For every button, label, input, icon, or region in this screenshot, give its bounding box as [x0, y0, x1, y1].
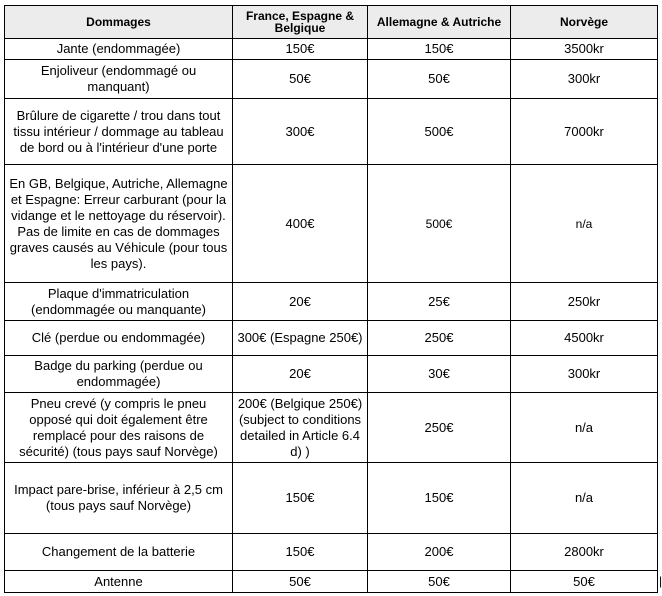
fee-cell: 20€ [233, 283, 368, 321]
damage-cell: Antenne [5, 571, 233, 593]
fee-cell: 30€ [368, 356, 511, 393]
table-row [5, 534, 658, 571]
fee-cell: 150€ [368, 463, 511, 534]
fee-cell: 25€ [368, 283, 511, 321]
fee-cell: 3500kr [511, 39, 658, 60]
table-row [5, 393, 658, 463]
fee-cell: 150€ [233, 39, 368, 60]
damage-cell: Plaque d'immatriculation (endommagée ou manquante) [5, 283, 233, 321]
damage-cell: Impact pare-brise, inférieur à 2,5 cm (tous pays sauf Norvège) [5, 463, 233, 534]
fee-cell: 50€ [233, 60, 368, 99]
fee-cell: 300kr [511, 356, 658, 393]
fee-cell: 20€ [233, 356, 368, 393]
fee-cell: 200€ (Belgique 250€) (subject to conditions detailed in Article 6.4 d) ) [233, 393, 368, 463]
fee-cell: 500€ [368, 99, 511, 165]
header-norway: Norvège [511, 6, 658, 39]
damage-cell: Changement de la batterie [5, 534, 233, 571]
fee-cell: 50€ [368, 60, 511, 99]
table-row [5, 321, 658, 356]
fee-cell: 150€ [233, 534, 368, 571]
table-row [5, 60, 658, 99]
damage-cell: Enjoliveur (endommagé ou manquant) [5, 60, 233, 99]
fee-cell: 2800kr [511, 534, 658, 571]
fee-cell: 250€ [368, 321, 511, 356]
fee-cell: 4500kr [511, 321, 658, 356]
fee-cell: 50€ [511, 571, 658, 593]
fee-cell: 200€ [368, 534, 511, 571]
damage-cell: Jante (endommagée) [5, 39, 233, 60]
table-row [5, 356, 658, 393]
table-row [5, 99, 658, 165]
fee-cell: 400€ [233, 165, 368, 283]
header-france-spain-belgium: France, Espagne & Belgique [233, 6, 368, 39]
fee-cell: 300€ (Espagne 250€) [233, 321, 368, 356]
damage-fees-table [4, 5, 658, 593]
fee-cell: 300kr [511, 60, 658, 99]
fee-cell: 250kr [511, 283, 658, 321]
damage-cell: En GB, Belgique, Autriche, Allemagne et Espagne: Erreur carburant (pour la vidange et le nettoyage du réservoir). Pas de limite en cas de dommages graves causés au Véhicule (pour tous les pays). [5, 165, 233, 283]
damage-cell: Clé (perdue ou endommagée) [5, 321, 233, 356]
damage-cell: Pneu crevé (y compris le pneu opposé qui doit également être remplacé pour des raisons de sécurité) (tous pays sauf Norvège) [5, 393, 233, 463]
fee-cell: 250€ [368, 393, 511, 463]
header-germany-austria: Allemagne & Autriche [368, 6, 511, 39]
table-row [5, 39, 658, 60]
fee-cell: 50€ [368, 571, 511, 593]
fee-cell: n/a [511, 393, 658, 463]
header-damages: Dommages [5, 6, 233, 39]
table-row [5, 571, 658, 593]
table-row [5, 463, 658, 534]
fee-cell: n/a [511, 165, 658, 283]
fee-cell: 7000kr [511, 99, 658, 165]
fee-cell: 50€ [233, 571, 368, 593]
fee-cell: n/a [511, 463, 658, 534]
fee-cell: 150€ [233, 463, 368, 534]
table-row [5, 283, 658, 321]
header-row [5, 6, 658, 39]
damage-cell: Brûlure de cigarette / trou dans tout tissu intérieur / dommage au tableau de bord ou à l'intérieur d'une porte [5, 99, 233, 165]
fee-cell: 500€ [368, 165, 511, 283]
fee-cell: 300€ [233, 99, 368, 165]
damage-cell: Badge du parking (perdue ou endommagée) [5, 356, 233, 393]
table-row [5, 165, 658, 283]
stray-mark: | [659, 574, 662, 588]
fee-cell: 150€ [368, 39, 511, 60]
